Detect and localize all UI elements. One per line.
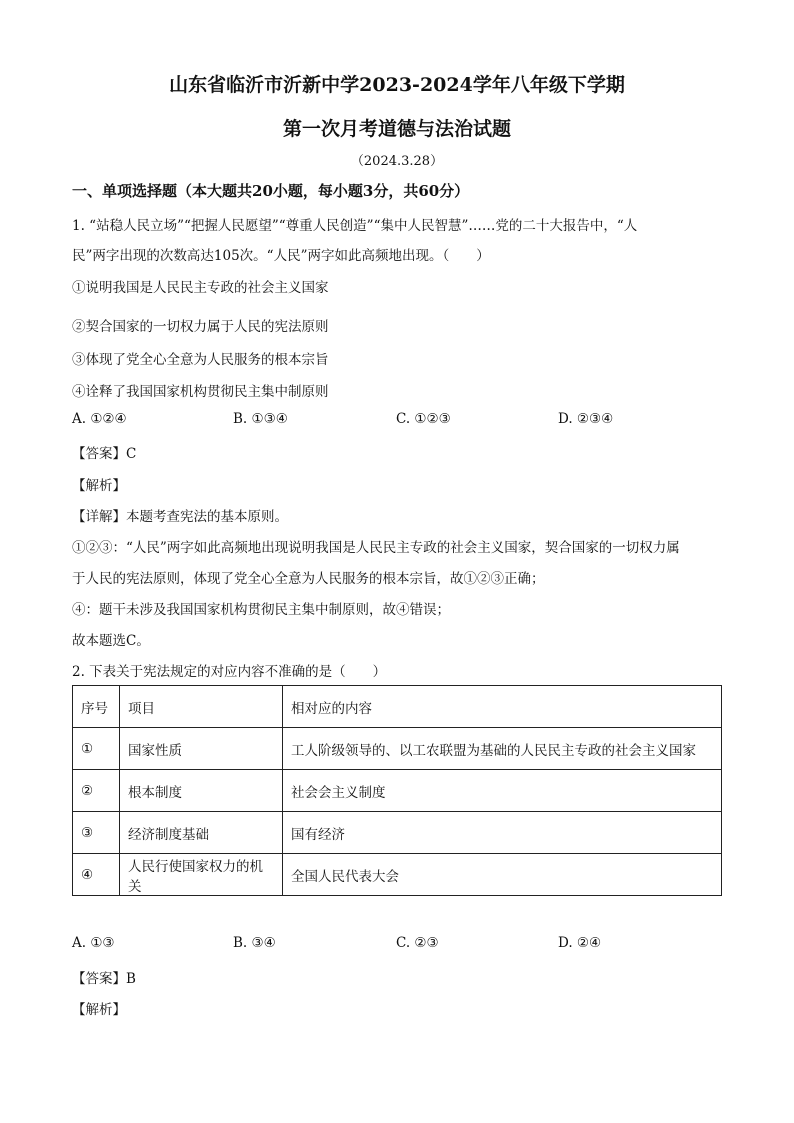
q1-item-2: ②契合国家的一切权力属于人民的宪法原则 [72, 319, 329, 335]
q2-analysis-label: 【解析】 [72, 1002, 126, 1018]
table-cell: 全国人民代表大会 [283, 854, 722, 896]
table-cell: 经济制度基础 [120, 812, 283, 854]
q1-explanation-line2: 于人民的宪法原则，体现了党全心全意为人民服务的根本宗旨，故①②③正确； [72, 571, 545, 587]
q2-option-b: B. ③④ [233, 935, 276, 951]
q1-analysis-label: 【解析】 [72, 478, 126, 494]
table-header-cell: 相对应的内容 [283, 686, 722, 728]
table-cell: ① [73, 728, 120, 770]
document-date: （2024.3.28） [350, 154, 444, 169]
table-cell: 人民行使国家权力的机关 [120, 854, 283, 896]
q1-item-1: ①说明我国是人民民主专政的社会主义国家 [72, 280, 329, 296]
q2-option-c: C. ②③ [396, 935, 439, 951]
table-header-row [73, 686, 722, 728]
document-title-line2: 第一次月考道德与法治试题 [282, 118, 511, 140]
table-cell: 工人阶级领导的、以工农联盟为基础的人民民主专政的社会主义国家 [283, 728, 722, 770]
table-header-cell: 序号 [73, 686, 120, 728]
q1-item-4: ④诠释了我国国家机构贯彻民主集中制原则 [72, 384, 329, 400]
table-row [73, 812, 722, 854]
q1-detail: 【详解】本题考查宪法的基本原则。 [72, 509, 288, 525]
q1-stem-line1: 1. “站稳人民立场”“把握人民愿望”“尊重人民创造”“集中人民智慧”……党的二十大报告中，“人 [72, 218, 638, 234]
table-cell: 根本制度 [120, 770, 283, 812]
section-heading: 一、单项选择题（本大题共20小题，每小题3分，共60分） [72, 182, 470, 200]
table-cell: ④ [73, 854, 120, 896]
q2-option-a: A. ①③ [72, 935, 115, 951]
table-row [73, 854, 722, 896]
q1-option-c: C. ①②③ [396, 411, 451, 427]
q1-option-b: B. ①③④ [233, 411, 288, 427]
q1-item-3: ③体现了党全心全意为人民服务的根本宗旨 [72, 352, 329, 368]
table-cell: 国家性质 [120, 728, 283, 770]
q1-conclusion: 故本题选C。 [72, 633, 150, 649]
table-cell: ③ [73, 812, 120, 854]
q1-explanation-line1: ①②③：“人民”两字如此高频地出现说明我国是人民民主专政的社会主义国家，契合国家的一切权力属 [72, 540, 680, 556]
q2-answer: 【答案】B [72, 971, 136, 987]
document-title-line1: 山东省临沂市沂新中学2023-2024学年八年级下学期 [169, 74, 625, 96]
constitution-table [72, 685, 722, 896]
table-cell: 社会会主义制度 [283, 770, 722, 812]
table-header-cell: 项目 [120, 686, 283, 728]
q1-answer: 【答案】C [72, 446, 137, 462]
q1-option-d: D. ②③④ [558, 411, 614, 427]
q1-option-a: A. ①②④ [72, 411, 127, 427]
table-row [73, 770, 722, 812]
table-row [73, 728, 722, 770]
table-cell: 国有经济 [283, 812, 722, 854]
q2-stem: 2. 下表关于宪法规定的对应内容不准确的是（ ） [72, 664, 387, 680]
q2-option-d: D. ②④ [558, 935, 602, 951]
table-cell: ② [73, 770, 120, 812]
q1-explanation-line3: ④：题干未涉及我国国家机构贯彻民主集中制原则，故④错误； [72, 602, 450, 618]
q1-stem-line2: 民”两字出现的次数高达105次。“人民”两字如此高频地出现。（ ） [72, 248, 490, 264]
